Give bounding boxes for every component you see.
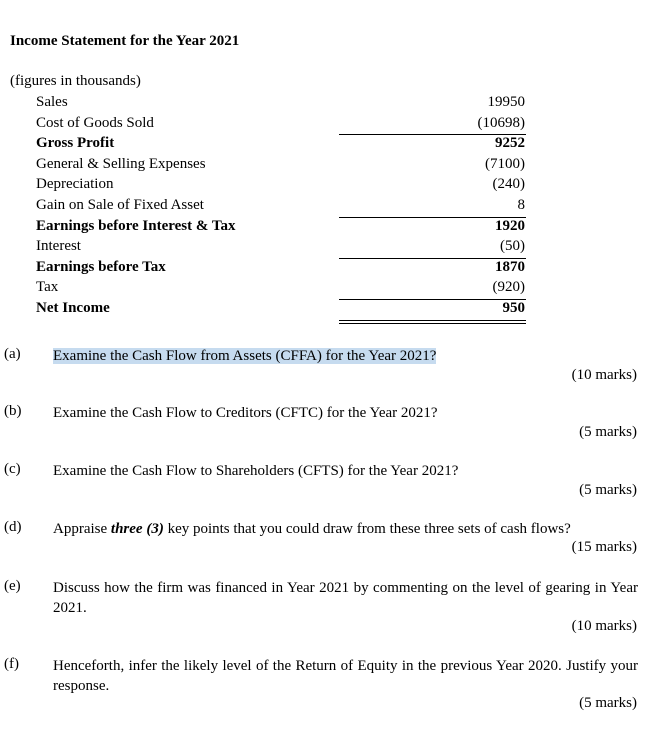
- statement-title: Income Statement for the Year 2021: [10, 33, 240, 49]
- row-value: 1920: [495, 217, 525, 234]
- question-number: (b): [4, 403, 22, 419]
- row-label: Earnings before Tax: [36, 258, 166, 275]
- question-marks: (5 marks): [579, 482, 637, 498]
- statement-row-general-selling: [36, 155, 526, 176]
- question-number: (d): [4, 519, 22, 535]
- question-text-emphasis: three (3): [110, 521, 164, 537]
- row-value: 19950: [487, 94, 525, 110]
- statement-row-tax: [36, 278, 526, 299]
- statement-row-cogs: [36, 114, 526, 135]
- statement-row-gross-profit: [36, 134, 526, 155]
- row-value: (240): [492, 176, 525, 193]
- question-marks: (5 marks): [579, 695, 637, 711]
- row-value: 950: [502, 299, 525, 316]
- question-text: Henceforth, infer the likely level of the Return of Equity in the previous Year 2020. Justify your response.: [53, 658, 638, 694]
- question-marks: (15 marks): [571, 539, 637, 555]
- question-text-part: key points that you could draw from these three sets of cash flows?: [163, 521, 571, 537]
- row-value: (50): [500, 238, 525, 255]
- statement-row-ebit: [36, 217, 526, 238]
- statement-row-ebt: [36, 258, 526, 279]
- row-label: Net Income: [36, 299, 110, 316]
- statement-row-gain-sale: [36, 196, 526, 217]
- question-text: [53, 519, 638, 539]
- row-label: Earnings before Interest & Tax: [36, 217, 236, 234]
- statement-row-sales: [36, 93, 526, 114]
- row-label: Interest: [36, 238, 81, 255]
- row-label: Gross Profit: [36, 135, 115, 152]
- statement-row-interest: [36, 237, 526, 258]
- question-marks: (5 marks): [579, 424, 637, 440]
- question-text: Examine the Cash Flow to Creditors (CFTC) for the Year 2021?: [53, 405, 438, 421]
- question-number: (a): [4, 346, 21, 362]
- question-text: Examine the Cash Flow to Shareholders (CFTS) for the Year 2021?: [53, 463, 459, 479]
- row-label: Tax: [36, 279, 59, 296]
- question-text-highlighted: Examine the Cash Flow from Assets (CFFA) for the Year 2021?: [53, 348, 437, 364]
- statement-row-depreciation: [36, 175, 526, 196]
- double-underline-rule-1: [339, 320, 526, 321]
- question-marks: (10 marks): [571, 618, 637, 634]
- question-number: (e): [4, 578, 21, 594]
- row-value: (920): [492, 279, 525, 296]
- row-label: Depreciation: [36, 176, 114, 193]
- question-text-part: Appraise: [53, 521, 111, 537]
- question-number: (f): [4, 656, 19, 672]
- question-marks: (10 marks): [571, 367, 637, 383]
- row-value: (10698): [477, 114, 525, 131]
- row-label: Sales: [36, 94, 68, 110]
- row-label: General & Selling Expenses: [36, 155, 206, 172]
- row-value: 1870: [495, 258, 525, 275]
- statement-row-net-income: [36, 299, 526, 320]
- question-text-wrap: [53, 346, 638, 366]
- figures-note: (figures in thousands): [10, 73, 141, 89]
- question-text: Discuss how the firm was financed in Year 2021 by commenting on the level of gearing in Year 2021.: [53, 580, 638, 616]
- double-underline-rule-2: [339, 323, 526, 324]
- row-value: 9252: [495, 135, 525, 152]
- row-value: (7100): [485, 155, 525, 172]
- row-label: Gain on Sale of Fixed Asset: [36, 196, 204, 213]
- row-label: Cost of Goods Sold: [36, 114, 154, 131]
- question-number: (c): [4, 461, 21, 477]
- row-value: 8: [517, 196, 525, 213]
- income-statement: [36, 93, 526, 320]
